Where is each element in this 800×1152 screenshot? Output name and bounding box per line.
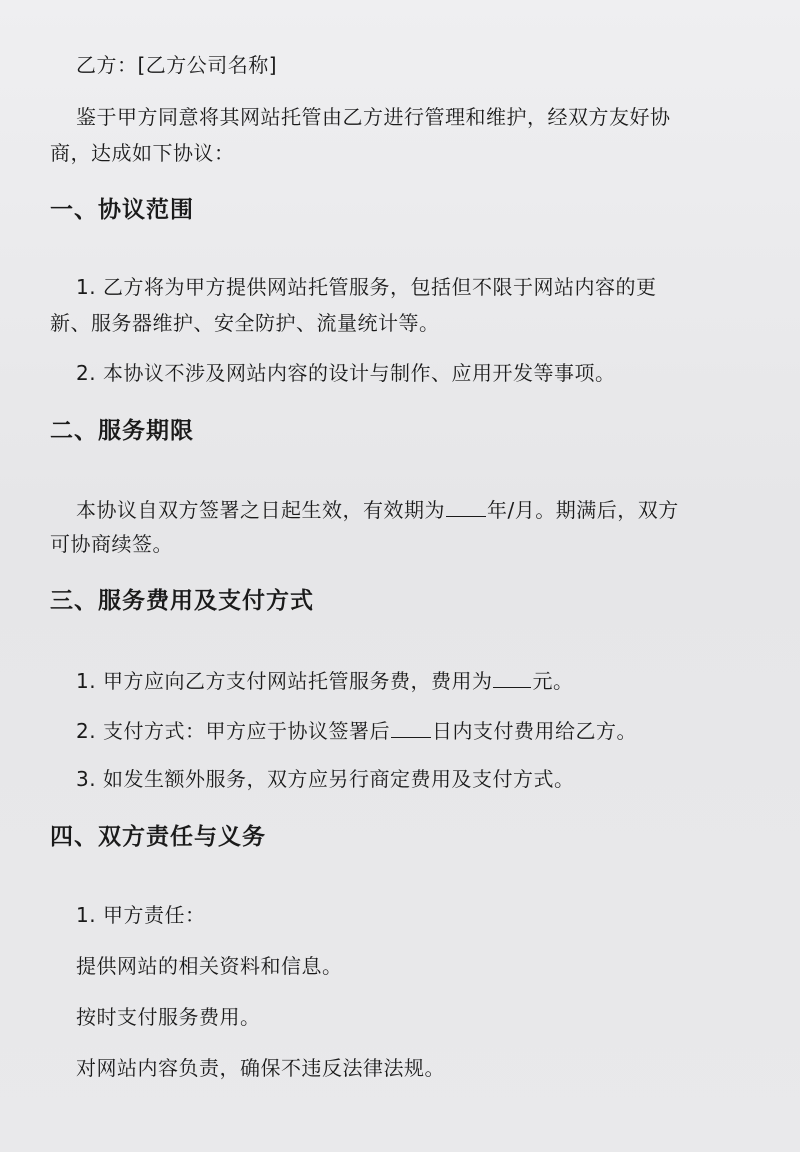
section-4-duty-3: 对网站内容负责，确保不违反法律法规。 — [76, 1056, 445, 1080]
section-3-item-1-text-a: 1. 甲方应向乙方支付网站托管服务费，费用为 — [76, 669, 493, 693]
section-3-item-3: 3. 如发生额外服务，双方应另行商定费用及支付方式。 — [76, 767, 575, 791]
section-4-duty-1: 提供网站的相关资料和信息。 — [76, 954, 343, 978]
section-3-item-2-text-b: 日内支付费用给乙方。 — [431, 719, 637, 743]
section-1-item-1-line-2: 新、服务器维护、安全防护、流量统计等。 — [50, 311, 440, 335]
section-3-item-2-text-a: 2. 支付方式：甲方应于协议签署后 — [76, 719, 390, 743]
term-blank — [446, 498, 486, 517]
party-b-line: 乙方：[乙方公司名称] — [76, 53, 278, 77]
section-1-item-1-line-1: 1. 乙方将为甲方提供网站托管服务，包括但不限于网站内容的更 — [76, 275, 657, 299]
section-2-line-2: 可协商续签。 — [50, 532, 173, 556]
section-1-heading: 一、协议范围 — [50, 197, 194, 223]
days-blank — [391, 719, 431, 738]
section-2-heading: 二、服务期限 — [50, 418, 194, 444]
section-2-line-1-text-a: 本协议自双方签署之日起生效，有效期为 — [76, 498, 445, 522]
section-4-item-1: 1. 甲方责任： — [76, 903, 206, 927]
section-2-line-1 — [76, 498, 679, 520]
section-3-item-1 — [76, 669, 573, 691]
preamble-line-1: 鉴于甲方同意将其网站托管由乙方进行管理和维护，经双方友好协 — [76, 105, 671, 129]
preamble-line-2: 商，达成如下协议： — [50, 141, 235, 165]
section-3-item-1-text-b: 元。 — [532, 669, 574, 693]
section-4-heading: 四、双方责任与义务 — [50, 824, 266, 850]
section-2-line-1-text-b: 年/月。期满后，双方 — [487, 498, 679, 522]
section-4-duty-2: 按时支付服务费用。 — [76, 1005, 261, 1029]
section-3-item-2 — [76, 719, 637, 741]
section-3-heading: 三、服务费用及支付方式 — [50, 588, 314, 614]
fee-blank — [493, 669, 531, 688]
section-1-item-2: 2. 本协议不涉及网站内容的设计与制作、应用开发等事项。 — [76, 361, 616, 385]
